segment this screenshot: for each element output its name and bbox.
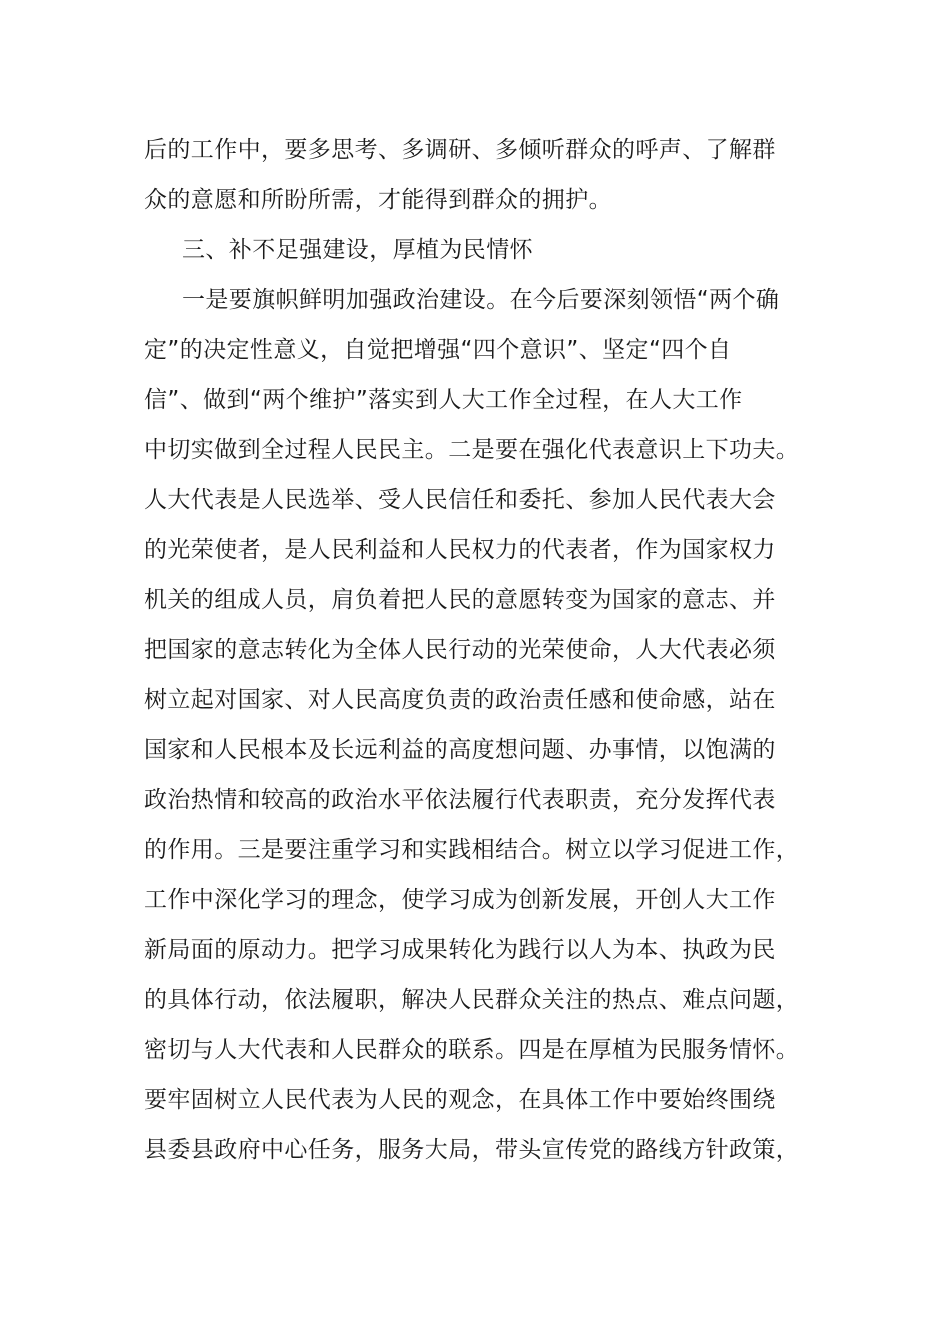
text-line: 中切实做到全过程人民民主。二是要在强化代表意识上下功夫。 (144, 437, 800, 463)
text-line: 县委县政府中心任务，服务大局，带头宣传党的路线方针政策， (144, 1137, 800, 1163)
text-line: 工作中深化学习的理念，使学习成为创新发展，开创人大工作 (144, 887, 776, 913)
text-line: 要牢固树立人民代表为人民的观念，在具体工作中要始终围绕 (144, 1087, 776, 1113)
text-line: 的光荣使者，是人民利益和人民权力的代表者，作为国家权力 (144, 537, 776, 563)
text-line: 机关的组成人员，肩负着把人民的意愿转变为国家的意志、并 (144, 587, 776, 613)
text-line: 的具体行动，依法履职，解决人民群众关注的热点、难点问题， (144, 987, 800, 1013)
text-line: 新局面的原动力。把学习成果转化为践行以人为本、执政为民 (144, 937, 776, 963)
text-line: 后的工作中，要多思考、多调研、多倾听群众的呼声、了解群 (144, 137, 776, 163)
text-line: 政治热情和较高的政治水平依法履行代表职责，充分发挥代表 (144, 787, 776, 813)
text-line: 国家和人民根本及长远利益的高度想问题、办事情，以饱满的 (144, 737, 776, 763)
text-line: 密切与人大代表和人民群众的联系。四是在厚植为民服务情怀。 (144, 1037, 800, 1063)
section-heading: 三、补不足强建设，厚植为民情怀 (182, 237, 533, 263)
text-line: 众的意愿和所盼所需，才能得到群众的拥护。 (144, 187, 612, 213)
text-line: 树立起对国家、对人民高度负责的政治责任感和使命感，站在 (144, 687, 776, 713)
text-line: 把国家的意志转化为全体人民行动的光荣使命，人大代表必须 (144, 637, 776, 663)
document-body (144, 125, 814, 1175)
text-line: 信”、做到“两个维护”落实到人大工作全过程，在人大工作 (144, 387, 743, 413)
text-line: 一是要旗帜鲜明加强政治建设。在今后要深刻领悟“两个确 (182, 287, 780, 313)
text-line: 的作用。三是要注重学习和实践相结合。树立以学习促进工作， (144, 837, 800, 863)
text-line: 人大代表是人民选举、受人民信任和委托、参加人民代表大会 (144, 487, 776, 513)
text-line: 定”的决定性意义，自觉把增强“四个意识”、坚定“四个自 (144, 337, 732, 363)
